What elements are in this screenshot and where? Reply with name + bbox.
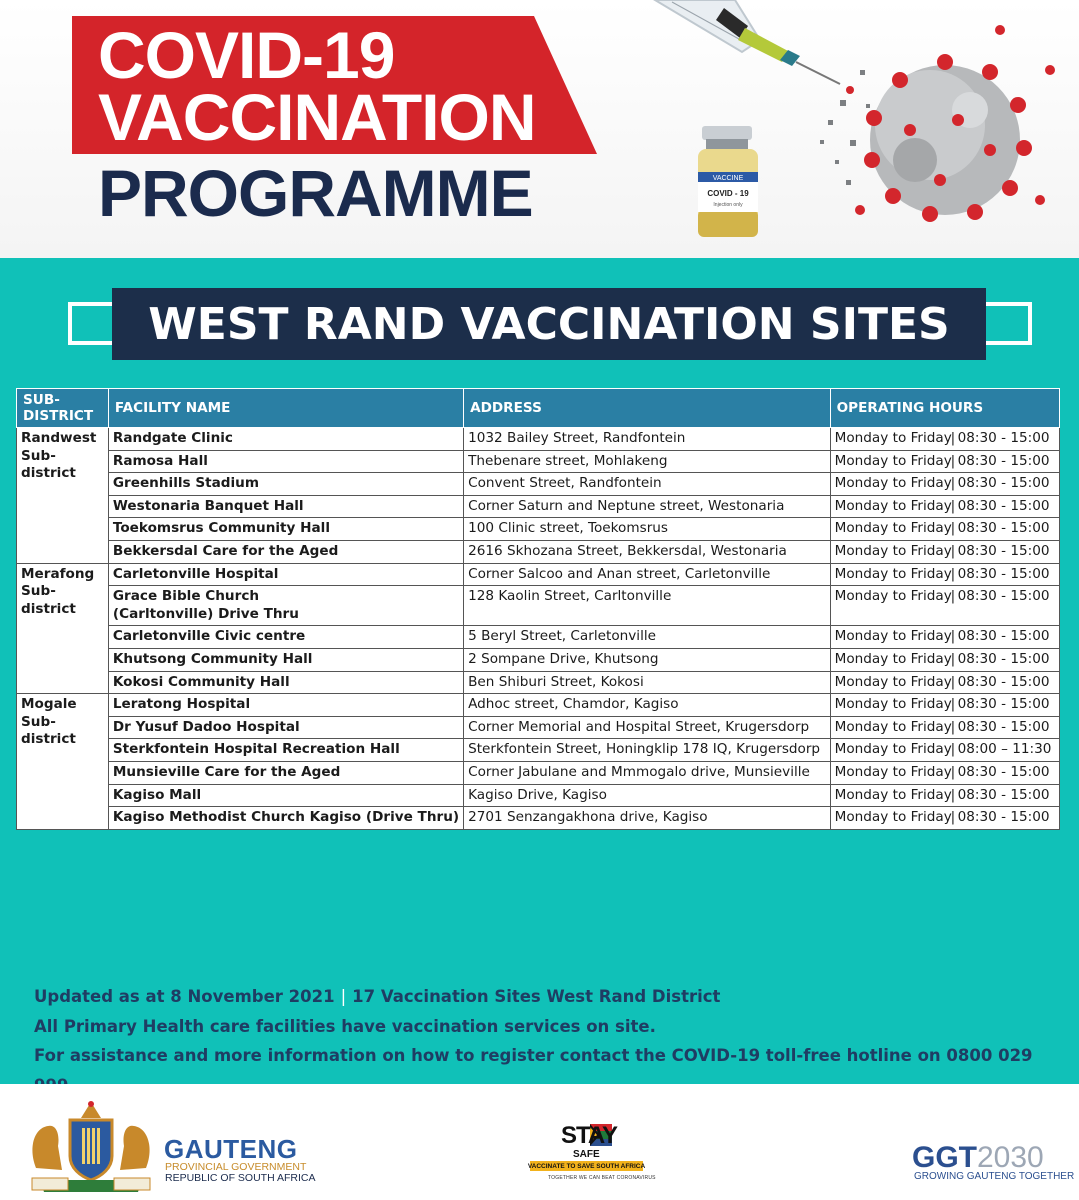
- facility-cell: Randgate Clinic: [108, 428, 463, 451]
- hours-days: Monday to Friday: [834, 520, 952, 537]
- ggt2030-subtitle: GROWING GAUTENG TOGETHER: [914, 1171, 1075, 1182]
- hours-days: Monday to Friday: [834, 588, 952, 605]
- hours-days: Monday to Friday: [834, 628, 952, 645]
- hours-time: 08:30 - 15:00: [957, 786, 1050, 803]
- table-row: [17, 671, 1060, 694]
- hours-time: 08:30 - 15:00: [957, 542, 1050, 559]
- hours-cell: Monday to Friday | 08:30 - 15:00: [830, 540, 1059, 563]
- hours-days: Monday to Friday: [834, 809, 952, 826]
- gauteng-coat-of-arms-icon: [26, 1098, 156, 1194]
- hours-cell: Monday to Friday | 08:30 - 15:00: [830, 694, 1059, 717]
- updated-date: Updated as at 8 November 2021: [34, 987, 335, 1006]
- header-address: ADDRESS: [464, 389, 831, 428]
- header-banner: [0, 0, 1079, 258]
- stay-safe-logo-stay: STAY: [561, 1122, 618, 1149]
- table-row: [17, 648, 1060, 671]
- hours-days: Monday to Friday: [834, 718, 952, 735]
- hours-time: 08:30 - 15:00: [957, 628, 1050, 645]
- hours-cell: Monday to Friday | 08:30 - 15:00: [830, 495, 1059, 518]
- table-row: [17, 739, 1060, 762]
- facility-cell: Kokosi Community Hall: [108, 671, 463, 694]
- facility-cell: Bekkersdal Care for the Aged: [108, 540, 463, 563]
- facility-cell: Westonaria Banquet Hall: [108, 495, 463, 518]
- hours-time: 08:30 - 15:00: [957, 497, 1050, 514]
- hours-cell: Monday to Friday | 08:30 - 15:00: [830, 473, 1059, 496]
- hours-cell: Monday to Friday | 08:30 - 15:00: [830, 761, 1059, 784]
- hours-time: 08:00 – 11:30: [957, 741, 1052, 758]
- table-row: [17, 450, 1060, 473]
- sub-district-cell: Randwest Sub-district: [17, 428, 109, 564]
- hours-time: 08:30 - 15:00: [957, 565, 1050, 582]
- hours-cell: Monday to Friday | 08:00 – 11:30: [830, 739, 1059, 762]
- hours-time: 08:30 - 15:00: [957, 673, 1050, 690]
- hours-days: Monday to Friday: [834, 475, 952, 492]
- vaccine-vial-icon: [698, 126, 758, 237]
- address-cell: Convent Street, Randfontein: [464, 473, 831, 496]
- vial-label-top: VACCINE: [712, 175, 744, 182]
- facility-name: Grace Bible Church (Carltonville) Drive Thru: [112, 588, 299, 622]
- vial-label-small: Injection only: [713, 202, 743, 208]
- coronavirus-icon: [820, 25, 1055, 222]
- title-line-vaccination: VACCINATION: [98, 80, 536, 154]
- table-row: [17, 428, 1060, 451]
- table-row: [17, 540, 1060, 563]
- table-row: [17, 761, 1060, 784]
- hours-cell: Monday to Friday | 08:30 - 15:00: [830, 518, 1059, 541]
- sub-district-cell: Mogale Sub-district: [17, 694, 109, 830]
- gauteng-logo-text: GAUTENG: [164, 1134, 298, 1164]
- hours-cell: Monday to Friday | 08:30 - 15:00: [830, 563, 1059, 586]
- header-facility-name: FACILITY NAME: [108, 389, 463, 428]
- sites-count: 17 Vaccination Sites West Rand District: [352, 987, 721, 1006]
- title-line-programme: PROGRAMME: [98, 156, 533, 230]
- hours-time: 08:30 - 15:00: [957, 430, 1050, 446]
- header-operating-hours: OPERATING HOURS: [830, 389, 1059, 428]
- header-sub-district: SUB-DISTRICT: [17, 389, 109, 428]
- table-row: [17, 784, 1060, 807]
- table-header-row: [17, 389, 1060, 428]
- hours-time: 08:30 - 15:00: [957, 696, 1050, 713]
- stay-safe-tagline: VACCINATE TO SAVE SOUTH AFRICA: [527, 1162, 646, 1170]
- stay-safe-logo-safe: SAFE: [573, 1149, 600, 1160]
- syringe-icon: [655, 0, 840, 84]
- table-row: [17, 716, 1060, 739]
- hours-days: Monday to Friday: [834, 696, 952, 713]
- vaccination-sites-table: [16, 388, 1060, 830]
- hours-cell: Monday to Friday | 08:30 - 15:00: [830, 671, 1059, 694]
- address-cell: Corner Saturn and Neptune street, Westonaria: [464, 495, 831, 518]
- notes-line-primary-care: All Primary Health care facilities have vaccination services on site.: [34, 1016, 656, 1036]
- address-cell: Corner Salcoo and Anan street, Carletonville: [464, 563, 831, 586]
- hours-cell: Monday to Friday | 08:30 - 15:00: [830, 586, 1059, 626]
- table-row: [17, 626, 1060, 649]
- facility-cell: Munsieville Care for the Aged: [108, 761, 463, 784]
- gauteng-provincial-government: PROVINCIAL GOVERNMENT: [165, 1161, 307, 1173]
- hours-days: Monday to Friday: [834, 650, 952, 667]
- hours-days: Monday to Friday: [834, 452, 952, 469]
- notes-line-updated: Updated as at 8 November 2021 | 17 Vaccination Sites West Rand District: [34, 987, 721, 1006]
- vial-label-main: COVID - 19: [707, 189, 749, 198]
- hours-days: Monday to Friday: [834, 741, 952, 758]
- address-cell: Adhoc street, Chamdor, Kagiso: [464, 694, 831, 717]
- sites-title: WEST RAND VACCINATION SITES: [148, 298, 950, 350]
- hours-time: 08:30 - 15:00: [957, 718, 1050, 735]
- sites-title-banner: [112, 288, 986, 360]
- address-cell: 2616 Skhozana Street, Bekkersdal, Westonaria: [464, 540, 831, 563]
- facility-cell: [108, 586, 463, 626]
- address-cell: Sterkfontein Street, Honingklip 178 IQ, Krugersdorp: [464, 739, 831, 762]
- facility-cell: Khutsong Community Hall: [108, 648, 463, 671]
- hours-time: 08:30 - 15:00: [957, 452, 1050, 469]
- address-cell: 128 Kaolin Street, Carltonville: [464, 586, 831, 626]
- address-cell: 2701 Senzangakhona drive, Kagiso: [464, 807, 831, 830]
- address-cell: 5 Beryl Street, Carletonville: [464, 626, 831, 649]
- hours-days: Monday to Friday: [834, 565, 952, 582]
- hours-cell: Monday to Friday | 08:30 - 15:00: [830, 648, 1059, 671]
- facility-cell: Carletonville Civic centre: [108, 626, 463, 649]
- table-row: [17, 473, 1060, 496]
- facility-cell: Carletonville Hospital: [108, 563, 463, 586]
- table-row: [17, 563, 1060, 586]
- hours-cell: Monday to Friday | 08:30 - 15:00: [830, 428, 1059, 451]
- hours-days: Monday to Friday: [834, 673, 952, 690]
- table-row: [17, 807, 1060, 830]
- hours-days: Monday to Friday: [834, 542, 952, 559]
- hours-days: Monday to Friday: [834, 763, 952, 780]
- hours-time: 08:30 - 15:00: [957, 475, 1050, 492]
- table-row: [17, 586, 1060, 626]
- hours-cell: Monday to Friday | 08:30 - 15:00: [830, 716, 1059, 739]
- table-row: [17, 518, 1060, 541]
- facility-cell: Ramosa Hall: [108, 450, 463, 473]
- facility-cell: Dr Yusuf Dadoo Hospital: [108, 716, 463, 739]
- table-row: [17, 495, 1060, 518]
- hours-cell: Monday to Friday | 08:30 - 15:00: [830, 784, 1059, 807]
- hours-time: 08:30 - 15:00: [957, 520, 1050, 537]
- ggt2030-logo: [912, 1143, 1044, 1173]
- title-line-covid: COVID-19: [98, 18, 395, 92]
- facility-cell: Kagiso Methodist Church Kagiso (Drive Thru): [108, 807, 463, 830]
- address-cell: Corner Jabulane and Mmmogalo drive, Munsieville: [464, 761, 831, 784]
- address-cell: Ben Shiburi Street, Kokosi: [464, 671, 831, 694]
- hours-cell: Monday to Friday | 08:30 - 15:00: [830, 807, 1059, 830]
- stay-safe-tagline-bar: [527, 1161, 646, 1171]
- hours-time: 08:30 - 15:00: [957, 588, 1050, 605]
- hours-time: 08:30 - 15:00: [957, 650, 1050, 667]
- ggt-main: GGT: [912, 1141, 977, 1174]
- table-row: [17, 694, 1060, 717]
- facility-cell: Toekomsrus Community Hall: [108, 518, 463, 541]
- facility-cell: Sterkfontein Hospital Recreation Hall: [108, 739, 463, 762]
- hours-cell: Monday to Friday | 08:30 - 15:00: [830, 626, 1059, 649]
- address-cell: Corner Memorial and Hospital Street, Krugersdorp: [464, 716, 831, 739]
- stay-safe-subtitle: TOGETHER WE CAN BEAT CORONAVIRUS: [548, 1175, 656, 1181]
- hours-cell: Monday to Friday | 08:30 - 15:00: [830, 450, 1059, 473]
- sub-district-cell: Merafong Sub-district: [17, 563, 109, 694]
- footer-notes: [34, 982, 1054, 1100]
- notes-line-hotline: For assistance and more information on how to register contact the COVID-19 toll-free hotline on 0800 029: [34, 1046, 1033, 1065]
- hours-days: Monday to Friday: [834, 430, 952, 446]
- hours-days: Monday to Friday: [834, 786, 952, 803]
- hours-time: 08:30 - 15:00: [957, 809, 1050, 826]
- address-cell: 2 Sompane Drive, Khutsong: [464, 648, 831, 671]
- facility-cell: Greenhills Stadium: [108, 473, 463, 496]
- address-cell: 1032 Bailey Street, Randfontein: [464, 428, 831, 451]
- hours-time: 08:30 - 15:00: [957, 763, 1050, 780]
- hours-days: Monday to Friday: [834, 497, 952, 514]
- address-cell: Kagiso Drive, Kagiso: [464, 784, 831, 807]
- facility-cell: Kagiso Mall: [108, 784, 463, 807]
- ggt-year: 2030: [977, 1141, 1044, 1174]
- address-cell: 100 Clinic street, Toekomsrus: [464, 518, 831, 541]
- facility-cell: Leratong Hospital: [108, 694, 463, 717]
- gauteng-republic: REPUBLIC OF SOUTH AFRICA: [165, 1172, 316, 1184]
- address-cell: Thebenare street, Mohlakeng: [464, 450, 831, 473]
